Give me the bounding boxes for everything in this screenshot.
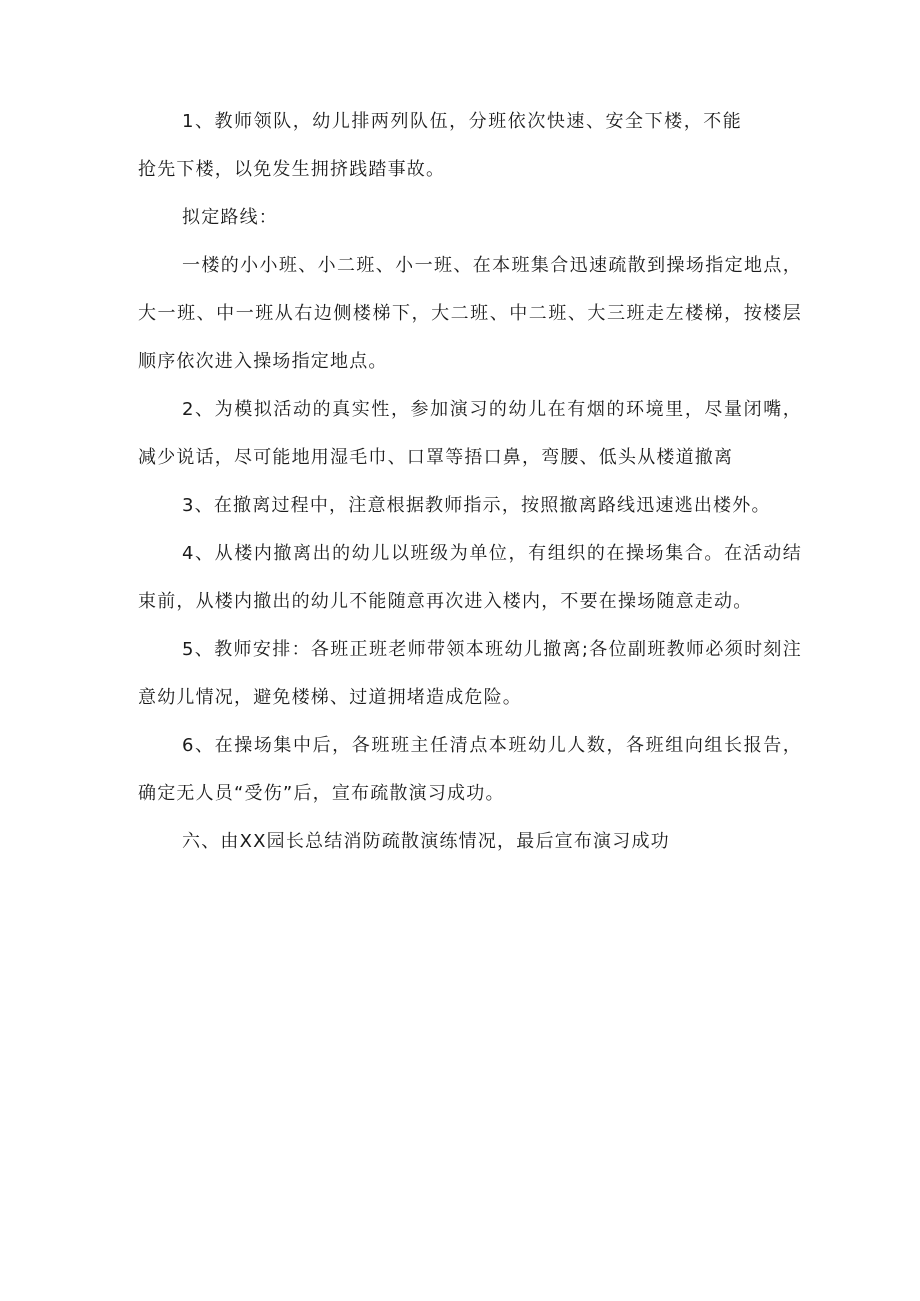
paragraph-5: 5、教师安排：各班正班老师带领本班幼儿撤离;各位副班教师必须时刻注意幼儿情况，避免楼梯、过道拥堵造成危险。	[138, 639, 802, 708]
paragraph-route-heading: 拟定路线：	[182, 207, 278, 228]
paragraph-3: 3、在撤离过程中，注意根据教师指示，按照撤离路线迅速逃出楼外。	[182, 495, 771, 516]
paragraph-4: 4、从楼内撤离出的幼儿以班级为单位，有组织的在操场集合。在活动结束前，从楼内撤出的幼儿不能随意再次进入楼内，不要在操场随意走动。	[138, 543, 802, 612]
paragraph-2: 2、为模拟活动的真实性，参加演习的幼儿在有烟的环境里，尽量闭嘴，减少说话，尽可能地用湿毛巾、口罩等捂口鼻，弯腰、低头从楼道撤离	[138, 399, 802, 468]
paragraph-1: 1、教师领队，幼儿排两列队伍，分班依次快速、安全下楼，不能抢先下楼，以免发生拥挤践踏事故。	[138, 111, 742, 180]
paragraph-6: 6、在操场集中后，各班班主任清点本班幼儿人数，各班组向组长报告，确定无人员“受伤”后，宣布疏散演习成功。	[138, 735, 802, 804]
paragraph-route-detail: 一楼的小小班、小二班、小一班、在本班集合迅速疏散到操场指定地点，大一班、中一班从右边侧楼梯下，大二班、中二班、大三班走左楼梯，按楼层顺序依次进入操场指定地点。	[138, 255, 802, 372]
paragraph-summary: 六、由XX园长总结消防疏散演练情况，最后宣布演习成功	[182, 831, 670, 852]
